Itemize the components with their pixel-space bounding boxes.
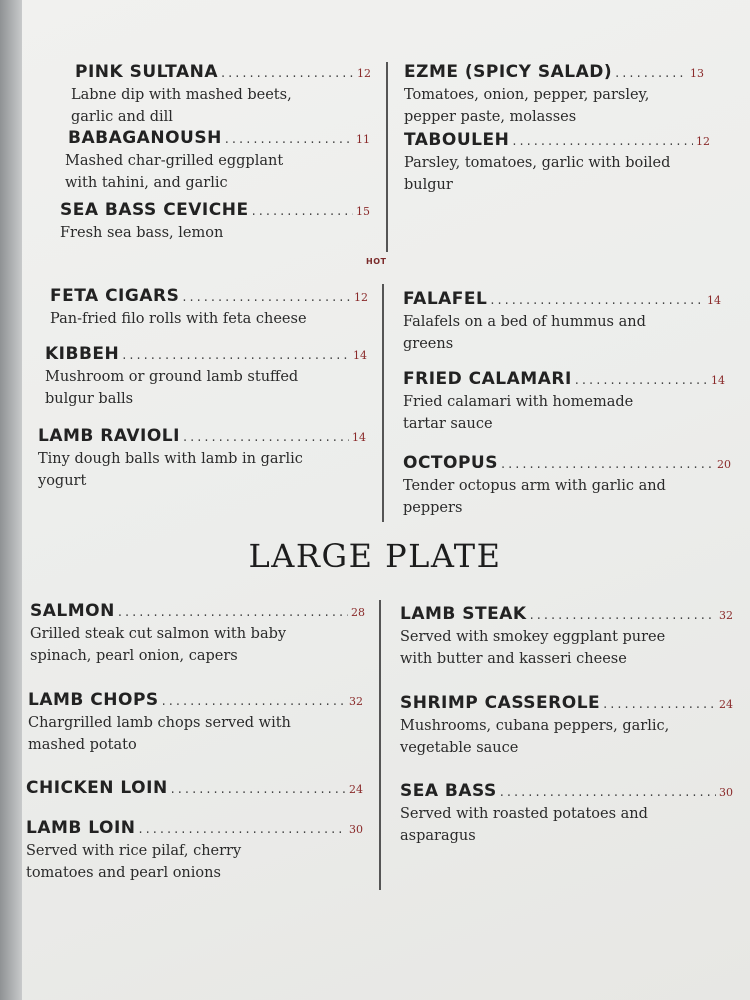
column-divider-large — [379, 600, 381, 890]
item-price: 32 — [349, 695, 363, 708]
item-price: 28 — [351, 606, 365, 619]
item-name: SHRIMP CASSEROLE — [400, 693, 601, 713]
menu-item — [65, 128, 370, 194]
item-description: Falafels on a bed of hummus and greens — [403, 314, 646, 352]
leader-dots — [225, 132, 353, 147]
menu-item — [30, 601, 365, 667]
menu-item — [403, 289, 721, 355]
item-description: Chargrilled lamb chops served with mashed potato — [28, 715, 291, 753]
leader-dots — [512, 134, 693, 149]
item-price: 11 — [356, 133, 370, 146]
hot-label: HOT — [366, 257, 387, 266]
leader-dots — [615, 66, 687, 81]
item-description: Mushroom or ground lamb stuffed bulgur balls — [45, 369, 299, 407]
leader-dots — [118, 605, 348, 620]
item-name: PINK SULTANA — [75, 62, 218, 82]
page-edge-shadow — [0, 0, 22, 1000]
leader-dots — [252, 204, 353, 219]
item-name: OCTOPUS — [403, 453, 498, 473]
item-price: 24 — [719, 698, 733, 711]
column-divider-hot — [382, 284, 384, 522]
item-price: 13 — [690, 67, 704, 80]
item-description: Fresh sea bass, lemon — [60, 225, 224, 241]
leader-dots — [501, 457, 714, 472]
item-name: BABAGANOUSH — [68, 128, 222, 148]
menu-item — [400, 781, 733, 847]
leader-dots — [122, 348, 350, 363]
leader-dots — [139, 822, 346, 837]
menu-item — [404, 130, 710, 196]
item-name: LAMB RAVIOLI — [38, 426, 180, 446]
item-name: KIBBEH — [45, 344, 120, 364]
item-description: Served with rice pilaf, cherry tomatoes and pearl onions — [26, 843, 242, 881]
item-description: Tiny dough balls with lamb in garlic yogurt — [38, 451, 303, 489]
item-price: 15 — [356, 205, 370, 218]
leader-dots — [603, 697, 716, 712]
item-name: CHICKEN LOIN — [26, 778, 168, 798]
menu-item — [400, 693, 733, 759]
section-title-large-plate: LARGE PLATE — [248, 537, 502, 575]
item-description: Grilled steak cut salmon with baby spinach, pearl onion, capers — [30, 626, 287, 664]
item-name: FETA CIGARS — [50, 286, 180, 306]
menu-item — [28, 690, 363, 756]
menu-item — [38, 426, 366, 492]
menu-item — [26, 778, 363, 798]
item-name: SEA BASS CEVICHE — [60, 200, 249, 220]
leader-dots — [575, 373, 708, 388]
leader-dots — [182, 290, 351, 305]
item-price: 12 — [696, 135, 710, 148]
item-price: 30 — [349, 823, 363, 836]
item-name: LAMB LOIN — [26, 818, 136, 838]
item-price: 14 — [353, 349, 367, 362]
item-description: Labne dip with mashed beets, garlic and dill — [71, 87, 292, 125]
leader-dots — [490, 293, 704, 308]
leader-dots — [183, 430, 349, 445]
item-price: 12 — [354, 291, 368, 304]
menu-item — [404, 62, 704, 128]
menu-item — [403, 369, 725, 435]
item-description: Tender octopus arm with garlic and peppers — [403, 478, 666, 516]
item-price: 24 — [349, 783, 363, 796]
menu-item — [50, 286, 368, 330]
item-description: Pan-fried filo rolls with feta cheese — [50, 311, 307, 327]
item-name: EZME (SPICY SALAD) — [404, 62, 613, 82]
menu-item — [403, 453, 731, 519]
item-price: 30 — [719, 786, 733, 799]
menu-item — [26, 818, 363, 884]
item-description: Served with smokey eggplant puree with butter and kasseri cheese — [400, 629, 666, 667]
item-price: 32 — [719, 609, 733, 622]
item-description: Tomatoes, onion, pepper, parsley, pepper paste, molasses — [404, 87, 650, 125]
column-divider-cold — [386, 62, 388, 252]
leader-dots — [171, 782, 346, 797]
item-name: SEA BASS — [400, 781, 497, 801]
item-price: 14 — [711, 374, 725, 387]
item-description: Mushrooms, cubana peppers, garlic, vegetable sauce — [400, 718, 670, 756]
item-name: FRIED CALAMARI — [403, 369, 572, 389]
item-price: 14 — [352, 431, 366, 444]
item-description: Served with roasted potatoes and asparagus — [400, 806, 648, 844]
item-description: Parsley, tomatoes, garlic with boiled bulgur — [404, 155, 671, 193]
leader-dots — [162, 694, 346, 709]
menu-item — [71, 62, 371, 128]
menu-item — [60, 200, 370, 244]
leader-dots — [500, 785, 716, 800]
item-price: 20 — [717, 458, 731, 471]
item-price: 14 — [707, 294, 721, 307]
item-name: LAMB STEAK — [400, 604, 527, 624]
item-description: Fried calamari with homemade tartar sauce — [403, 394, 634, 432]
item-price: 12 — [357, 67, 371, 80]
menu-item — [400, 604, 733, 670]
item-name: LAMB CHOPS — [28, 690, 159, 710]
item-name: TABOULEH — [404, 130, 510, 150]
item-name: SALMON — [30, 601, 115, 621]
leader-dots — [530, 608, 716, 623]
item-description: Mashed char-grilled eggplant with tahini, and garlic — [65, 153, 284, 191]
leader-dots — [221, 66, 354, 81]
item-name: FALAFEL — [403, 289, 488, 309]
menu-item — [45, 344, 367, 410]
